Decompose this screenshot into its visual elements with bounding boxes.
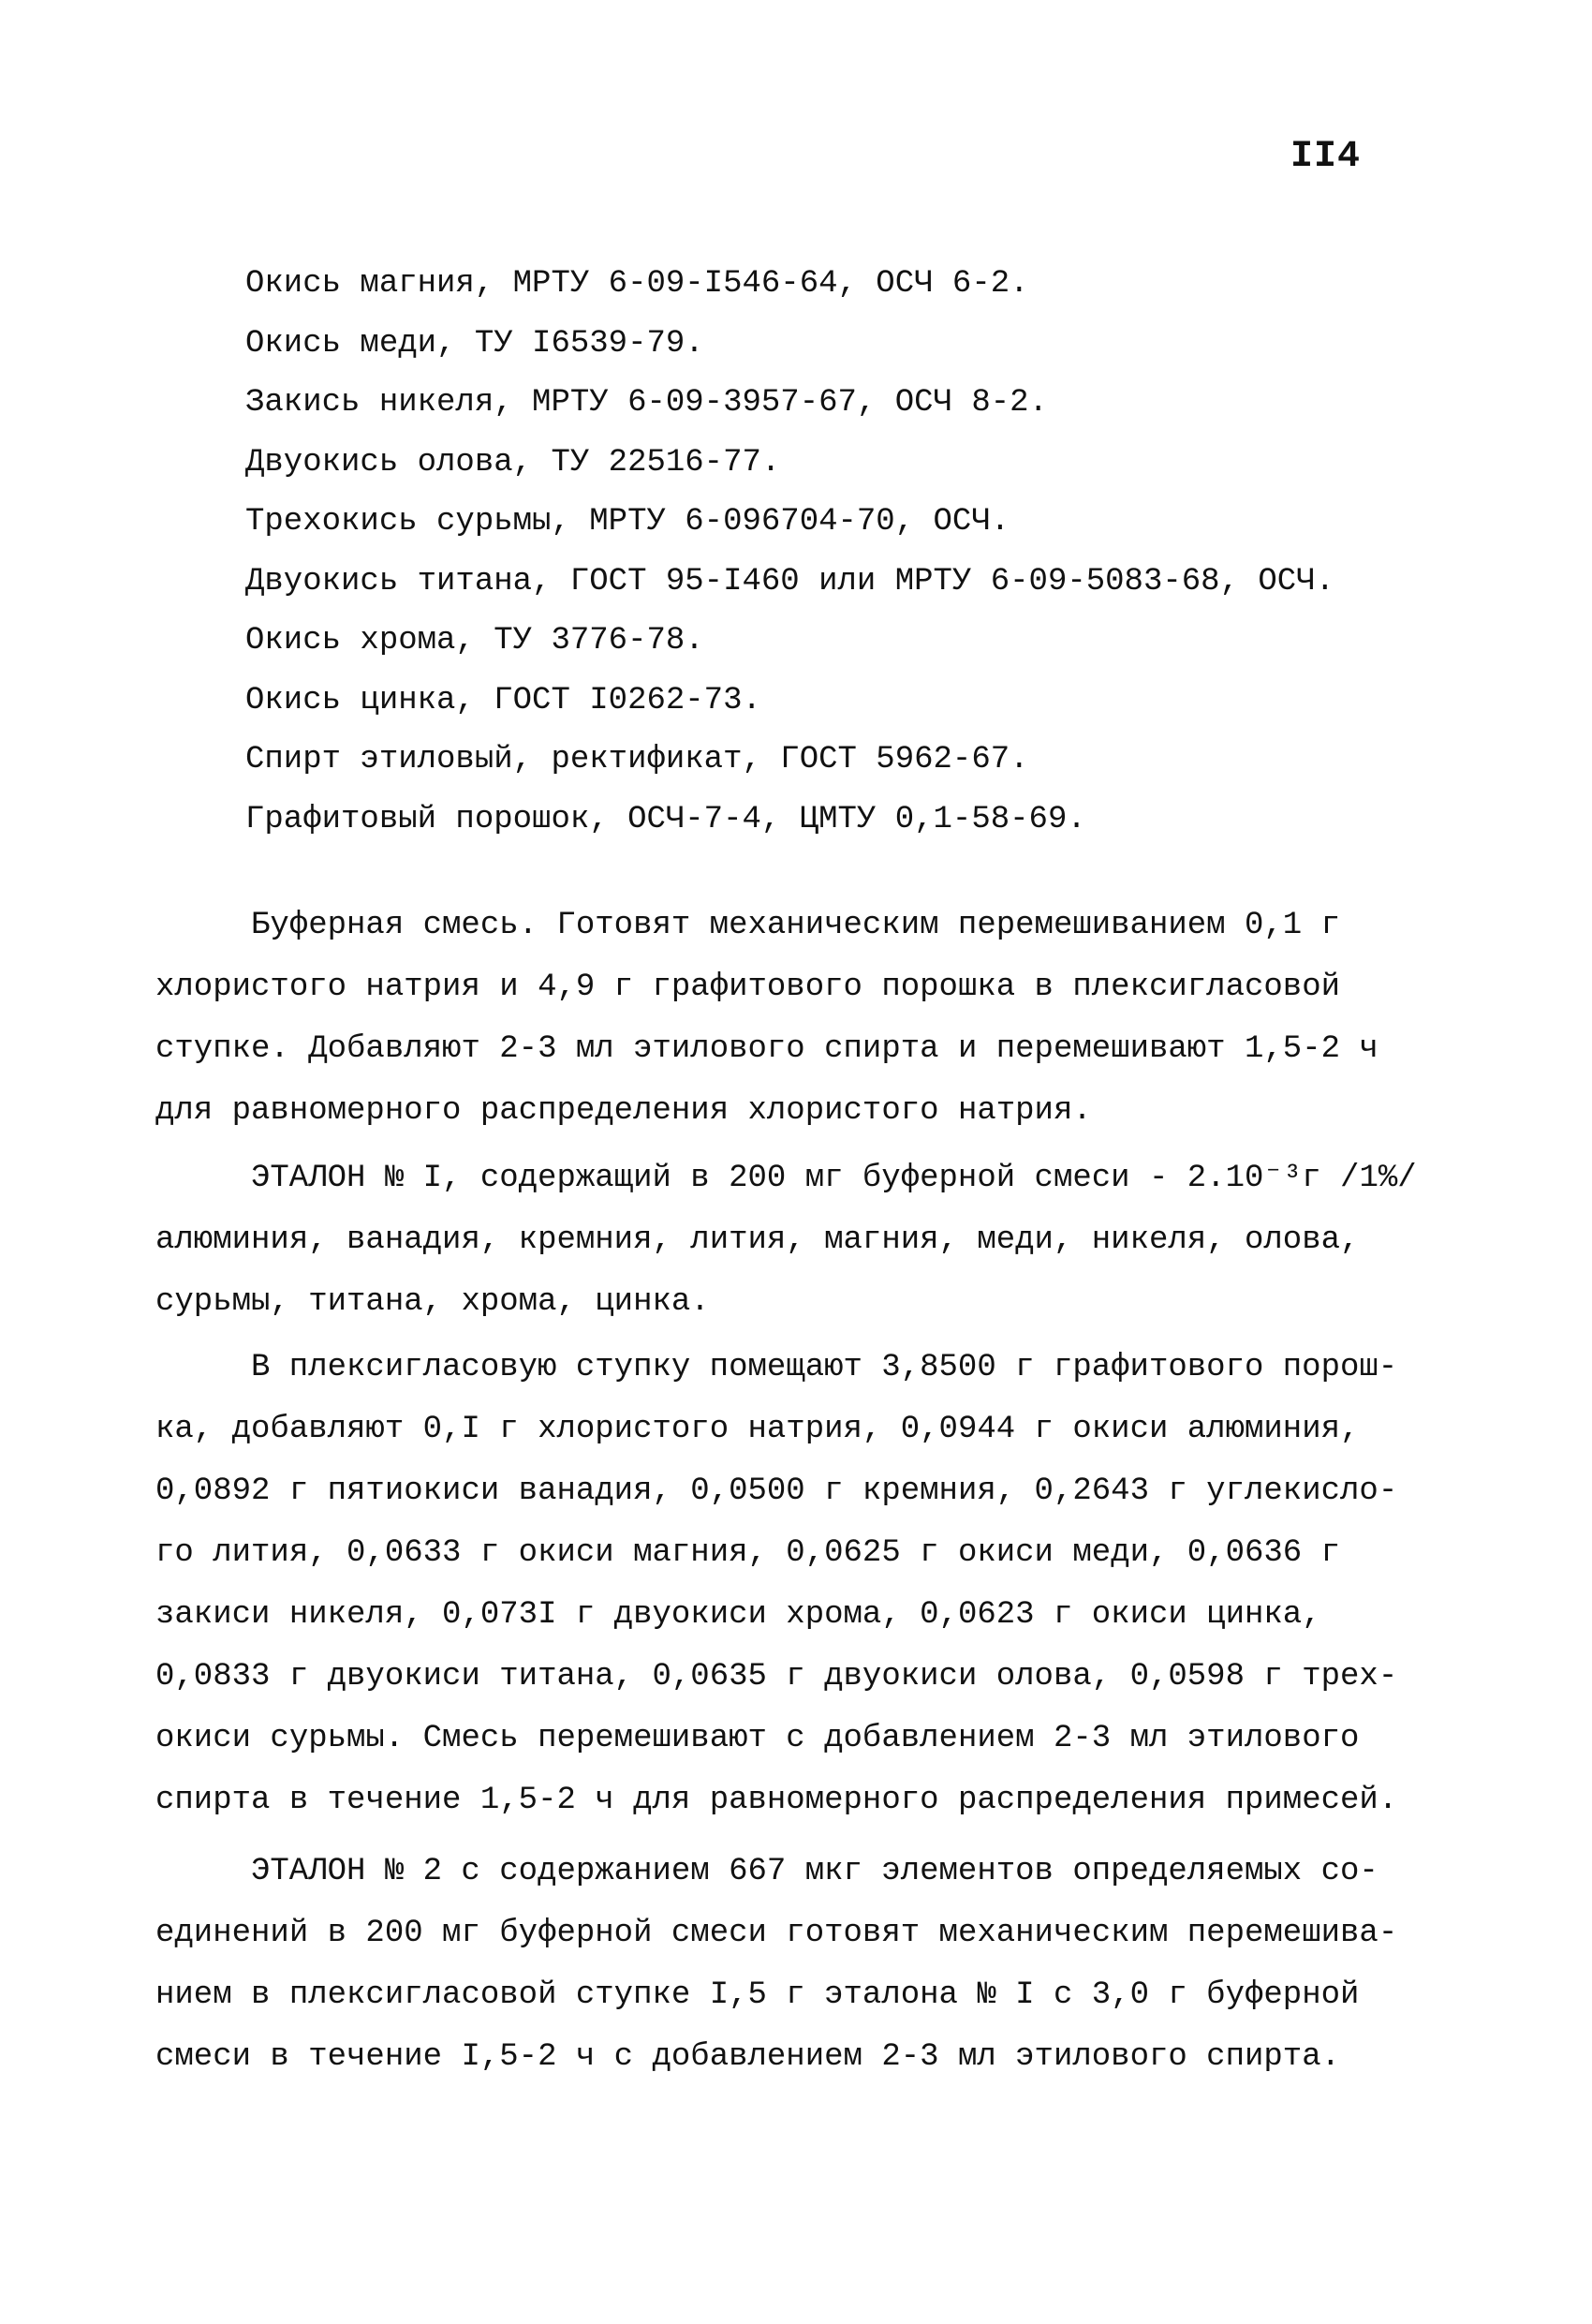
buffer-mixture-paragraph bbox=[155, 895, 1467, 1142]
materials-item: Двуокись олова, ТУ 22516-77. bbox=[245, 444, 781, 481]
paragraph-line: для равномерного распределения хлористого натрия. bbox=[155, 1093, 1092, 1129]
paragraph-line: 0,0892 г пятиокиси ванадия, 0,0500 г кремния, 0,2643 г углекисло- bbox=[155, 1473, 1398, 1509]
materials-item: Окись магния, МРТУ 6-09-I546-64, ОСЧ 6-2. bbox=[245, 266, 1029, 302]
standard-1-preparation-paragraph bbox=[155, 1337, 1467, 1831]
materials-item: Окись меди, ТУ I6539-79. bbox=[245, 325, 704, 362]
paragraph-line: нием в плексигласовой ступке I,5 г эталона № I с 3,0 г буферной bbox=[155, 1977, 1360, 2013]
page-number: II4 bbox=[1290, 136, 1362, 178]
materials-item: Закись никеля, МРТУ 6-09-3957-67, ОСЧ 8-2. bbox=[245, 385, 1048, 421]
paragraph-line: алюминия, ванадия, кремния, лития, магния, меди, никеля, олова, bbox=[155, 1222, 1360, 1258]
materials-item: Спирт этиловый, ректификат, ГОСТ 5962-67. bbox=[245, 742, 1029, 777]
paragraph-line: ступке. Добавляют 2-3 мл этилового спирта и перемешивают 1,5-2 ч bbox=[155, 1031, 1378, 1067]
materials-item: Двуокись титана, ГОСТ 95-I460 или МРТУ 6-09-5083-68, ОСЧ. bbox=[245, 563, 1334, 600]
paragraph-line: смеси в течение I,5-2 ч с добавлением 2-3 мл этилового спирта. bbox=[155, 2039, 1341, 2075]
paragraph-line: спирта в течение 1,5-2 ч для равномерного распределения примесей. bbox=[155, 1783, 1398, 1818]
paragraph-line: го лития, 0,0633 г окиси магния, 0,0625 г окиси меди, 0,0636 г bbox=[155, 1535, 1341, 1571]
materials-list bbox=[245, 255, 1538, 850]
paragraph-line: окиси сурьмы. Смесь перемешивают с добавлением 2-3 мл этилового bbox=[155, 1721, 1360, 1756]
materials-item: Окись хрома, ТУ 3776-78. bbox=[245, 623, 704, 659]
materials-item: Трехокись сурьмы, МРТУ 6-096704-70, ОСЧ. bbox=[245, 504, 1010, 540]
paragraph-line: ЭТАЛОН № 2 с содержанием 667 мкг элементов определяемых со- bbox=[251, 1854, 1378, 1889]
paragraph-line: ЭТАЛОН № I, содержащий в 200 мг буферной смеси - 2.10⁻³г /1%/ bbox=[251, 1161, 1417, 1196]
materials-item: Графитовый порошок, ОСЧ-7-4, ЦМТУ 0,1-58-69. bbox=[245, 801, 1086, 837]
paragraph-line: сурьмы, титана, хрома, цинка. bbox=[155, 1284, 710, 1320]
standard-2-paragraph bbox=[155, 1841, 1467, 2088]
paragraph-line: ка, добавляют 0,I г хлористого натрия, 0,0944 г окиси алюминия, bbox=[155, 1412, 1360, 1447]
paragraph-line: В плексигласовую ступку помещают 3,8500 г графитового порош- bbox=[251, 1350, 1398, 1385]
paragraph-line: 0,0833 г двуокиси титана, 0,0635 г двуокиси олова, 0,0598 г трех- bbox=[155, 1659, 1398, 1695]
paragraph-line: Буферная смесь. Готовят механическим перемешиванием 0,1 г bbox=[251, 908, 1340, 943]
paragraph-line: закиси никеля, 0,073I г двуокиси хрома, 0,0623 г окиси цинка, bbox=[155, 1597, 1321, 1633]
standard-1-heading-paragraph bbox=[155, 1147, 1467, 1333]
materials-item: Окись цинка, ГОСТ I0262-73. bbox=[245, 682, 761, 718]
paragraph-line: хлористого натрия и 4,9 г графитового порошка в плексигласовой bbox=[155, 970, 1341, 1005]
paragraph-line: единений в 200 мг буферной смеси готовят механическим перемешива- bbox=[155, 1916, 1398, 1951]
